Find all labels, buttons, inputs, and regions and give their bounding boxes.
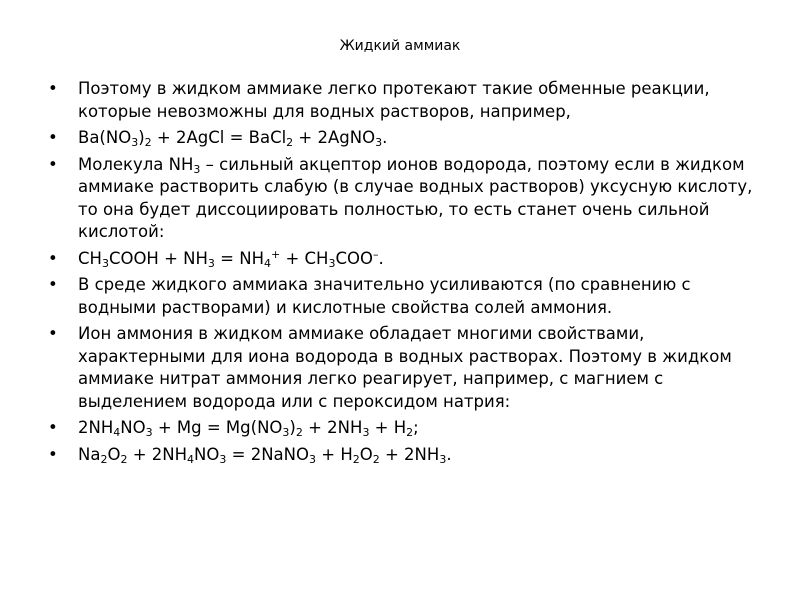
text-run: Молекула NH <box>78 154 194 174</box>
text-run: COOH + NH <box>108 248 208 268</box>
subscript: 4 <box>113 426 121 439</box>
bullet-text <box>78 79 710 121</box>
subscript: 4 <box>263 256 271 270</box>
bullet-text <box>78 324 732 411</box>
subscript: 2 <box>286 136 294 149</box>
bullet-item <box>44 127 764 150</box>
subscript: 2 <box>295 426 303 439</box>
text-run: ) <box>289 418 296 437</box>
superscript: – <box>372 247 379 261</box>
subscript: 2 <box>120 452 128 466</box>
superscript: + <box>270 247 281 261</box>
text-run: COO <box>335 248 373 268</box>
text-run: O <box>359 444 373 464</box>
subscript: 3 <box>131 136 139 149</box>
text-run: + 2AgCl = BaCl <box>151 128 287 147</box>
text-run: . <box>382 128 388 147</box>
text-run: ) <box>138 128 145 147</box>
subscript: 3 <box>328 256 336 270</box>
text-run: + H <box>316 444 353 464</box>
text-run: ; <box>413 418 419 437</box>
bullet-text <box>78 128 387 147</box>
subscript: 3 <box>219 452 227 466</box>
subscript: 3 <box>362 426 370 439</box>
text-run: + H <box>369 418 407 437</box>
subscript: 3 <box>193 162 201 176</box>
subscript: 3 <box>309 452 316 466</box>
text-run: = 2NaNO <box>226 444 309 464</box>
bullet-item <box>44 78 764 123</box>
subscript: 2 <box>352 452 360 466</box>
bullet-item <box>44 323 764 413</box>
slide-title: Жидкий аммиак <box>339 38 461 54</box>
text-run: В среде жидкого аммиака значительно усиливаются (по сравнению с водными растворами) и кислотные свойства солей аммония. <box>78 275 691 317</box>
text-run: + Mg = Mg(NO <box>152 418 283 437</box>
bullet-item <box>44 248 764 271</box>
text-run: . <box>446 444 452 464</box>
bullet-dot: • <box>48 275 58 294</box>
bullet-text <box>78 155 752 242</box>
text-run: NO <box>120 418 146 437</box>
bullet-dot: • <box>48 248 58 268</box>
bullet-dot: • <box>48 444 58 464</box>
text-run: O <box>107 444 121 464</box>
bullet-dot: • <box>48 128 58 147</box>
bullet-item <box>44 417 764 440</box>
text-run: Ион аммония в жидком аммиаке обладает многими свойствами, характерными для иона водорода в водных растворах. Поэтому в жидком аммиаке нитрат аммония легко реагирует, например, с магнием с выделением водорода или с пероксидом натрия: <box>78 324 732 411</box>
text-run: + CH <box>280 248 329 268</box>
text-run: . <box>378 248 384 268</box>
text-run: CH <box>78 248 102 268</box>
bullet-list <box>44 78 764 470</box>
subscript: 3 <box>375 136 383 149</box>
text-run: – сильный акцептор ионов водорода, поэтому если в жидком аммиаке растворить слабую (в случае водных растворов) уксусную кислоту, то она будет диссоциировать полностью, то есть станет очень сильной кислотой: <box>78 154 753 241</box>
text-run: = NH <box>214 248 264 268</box>
subscript: 3 <box>282 426 290 439</box>
subscript: 3 <box>439 452 447 466</box>
text-run: 2NH <box>78 418 114 437</box>
text-run: + 2NH <box>379 444 440 464</box>
bullet-dot: • <box>48 418 58 437</box>
subscript: 3 <box>145 426 153 439</box>
bullet-text <box>78 445 452 464</box>
bullet-text <box>78 249 384 268</box>
subscript: 2 <box>406 426 414 439</box>
text-run: Na <box>78 444 101 464</box>
bullet-item <box>44 444 764 467</box>
bullet-item <box>44 154 764 244</box>
bullet-dot: • <box>48 324 58 343</box>
text-run: NO <box>194 444 220 464</box>
text-run: + 2AgNO <box>293 128 376 147</box>
subscript: 3 <box>207 256 215 270</box>
bullet-item <box>44 274 764 319</box>
bullet-text <box>78 418 419 437</box>
bullet-dot: • <box>48 79 58 98</box>
subscript: 2 <box>144 136 152 149</box>
subscript: 3 <box>101 256 109 270</box>
subscript: 4 <box>187 452 195 466</box>
text-run: Поэтому в жидком аммиаке легко протекают такие обменные реакции, которые невозможны для водных растворов, например, <box>78 79 710 121</box>
bullet-text <box>78 275 691 317</box>
text-run: Ba(NO <box>78 128 132 147</box>
subscript: 2 <box>100 452 108 466</box>
text-run: + 2NH <box>302 418 363 437</box>
subscript: 2 <box>372 452 380 466</box>
bullet-dot: • <box>48 154 58 174</box>
text-run: + 2NH <box>127 444 188 464</box>
